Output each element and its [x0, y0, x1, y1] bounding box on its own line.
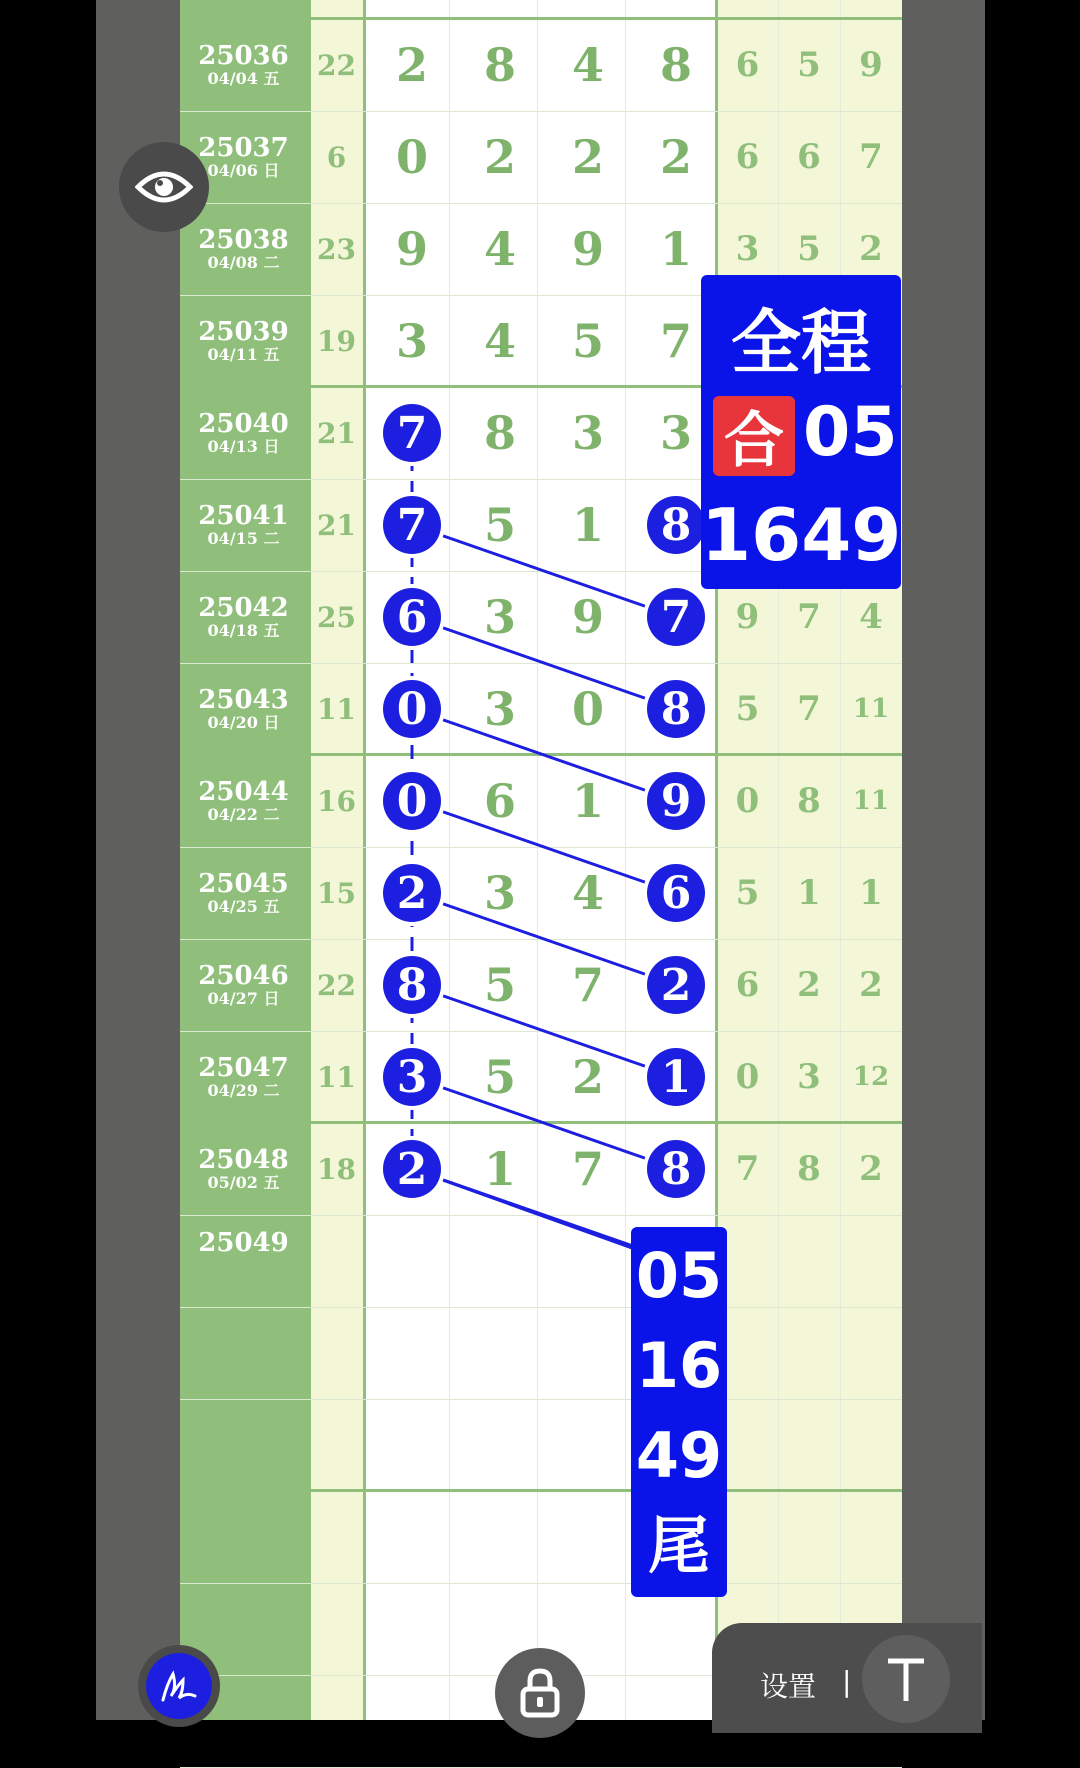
- sum-cell: 11: [317, 692, 356, 726]
- issue-number: 25044: [198, 777, 289, 807]
- stat-cell: 12: [852, 1062, 890, 1092]
- text-tool-icon: [884, 1655, 928, 1703]
- stat-cell: 5: [735, 873, 760, 913]
- issue-number: 25040: [198, 409, 289, 439]
- issue-date: 04/13 日: [207, 437, 280, 456]
- sum-cell: 22: [317, 48, 356, 82]
- issue-date: 04/27 日: [207, 989, 280, 1008]
- digit-cell: 8: [483, 406, 516, 460]
- stat-cell: 5: [797, 229, 821, 269]
- stat-cell: 5: [735, 689, 760, 729]
- digit-cell: 9: [571, 590, 604, 644]
- digit-cell: 4: [483, 314, 516, 368]
- issue-date: 04/15 二: [207, 529, 280, 548]
- stat-cell: 2: [859, 1149, 883, 1189]
- highlight-digit: 1: [647, 1048, 705, 1106]
- highlight-digit: 6: [647, 864, 705, 922]
- digit-cell: 3: [395, 314, 428, 368]
- toolbar-separator: |: [842, 1665, 852, 1698]
- issue-date: 04/06 日: [207, 161, 280, 180]
- highlight-digit: 8: [383, 956, 441, 1014]
- digit-cell: 3: [483, 590, 516, 644]
- stat-cell: 1: [797, 873, 821, 913]
- highlight-ball: [379, 492, 445, 558]
- highlight-digit: 3: [383, 1048, 441, 1106]
- highlight-digit: 2: [383, 864, 441, 922]
- stat-cell: 6: [735, 45, 760, 85]
- highlight-digit: 8: [647, 1140, 705, 1198]
- digit-cell: 3: [483, 682, 516, 736]
- highlight-digit: 0: [383, 772, 441, 830]
- digit-cell: 4: [483, 222, 516, 276]
- highlight-ball: [379, 584, 445, 650]
- digit-cell: 3: [659, 406, 692, 460]
- highlight-digit: 0: [383, 680, 441, 738]
- highlight-ball: [379, 1044, 445, 1110]
- issue-date: 04/08 二: [207, 253, 280, 272]
- stat-cell: 0: [735, 781, 760, 821]
- digit-cell: 2: [483, 130, 516, 184]
- issue-number: 25039: [198, 317, 289, 347]
- issue-date: 04/20 日: [207, 713, 280, 732]
- sum-cell: 18: [317, 1152, 356, 1186]
- digit-cell: 4: [571, 866, 604, 920]
- full-range-badge: [701, 275, 901, 589]
- issue-number: 25043: [198, 685, 289, 715]
- digit-cell: 5: [483, 498, 516, 552]
- digit-cell: 1: [571, 774, 604, 828]
- settings-button[interactable]: 设置: [760, 1670, 817, 1703]
- highlight-ball: [643, 1044, 709, 1110]
- digit-cell: 7: [571, 1142, 604, 1196]
- issue-number: 25046: [198, 961, 289, 991]
- issue-date: 04/29 二: [207, 1081, 280, 1100]
- digit-cell: 2: [395, 38, 428, 92]
- badge-digits: 1649: [701, 493, 902, 577]
- badge-title: 全程: [731, 302, 871, 384]
- stat-cell: 4: [859, 597, 883, 637]
- stat-cell: 11: [852, 694, 890, 724]
- stat-cell: 2: [859, 229, 883, 269]
- highlight-digit: 9: [647, 772, 705, 830]
- issue-date: 05/02 五: [207, 1173, 280, 1192]
- diagonal-link-line: [412, 617, 676, 709]
- stat-cell: 6: [735, 137, 760, 177]
- issue-date: 04/25 五: [207, 897, 280, 916]
- issue-number: 25038: [198, 225, 289, 255]
- digit-cell: 6: [483, 774, 516, 828]
- issue-number: 25036: [198, 41, 289, 71]
- prediction-link-line: [412, 1169, 632, 1248]
- diagonal-link-line: [412, 893, 676, 985]
- issue-number: 25045: [198, 869, 289, 899]
- stat-cell: 11: [852, 786, 890, 816]
- prediction-line-2: 16: [635, 1329, 723, 1402]
- sum-cell: 25: [317, 600, 356, 634]
- digit-cell: 3: [483, 866, 516, 920]
- digit-cell: 2: [659, 130, 692, 184]
- stat-cell: 7: [735, 1149, 760, 1189]
- highlight-ball: [643, 584, 709, 650]
- highlight-ball: [643, 492, 709, 558]
- highlight-ball: [643, 768, 709, 834]
- diagonal-link-line: [412, 985, 676, 1077]
- digit-cell: 9: [395, 222, 428, 276]
- diagonal-link-line: [412, 801, 676, 893]
- stat-cell: 8: [797, 781, 821, 821]
- text-tool-button[interactable]: [862, 1635, 950, 1723]
- highlight-digit: 7: [383, 404, 441, 462]
- prediction-line-1: 05: [635, 1239, 723, 1312]
- stat-cell: 6: [797, 137, 821, 177]
- digit-cell: 1: [571, 498, 604, 552]
- digit-cell: 5: [483, 958, 516, 1012]
- diagonal-link-line: [412, 525, 676, 617]
- diagonal-link-line: [412, 1077, 676, 1169]
- highlight-ball: [643, 1136, 709, 1202]
- he-tag: 合: [713, 396, 795, 476]
- sum-cell: 15: [317, 876, 356, 910]
- stat-cell: 3: [797, 1057, 821, 1097]
- eye-icon: [135, 167, 193, 207]
- highlight-ball: [379, 1136, 445, 1202]
- sum-cell: 11: [317, 1060, 356, 1094]
- highlight-ball: [643, 676, 709, 742]
- stat-cell: 0: [735, 1057, 760, 1097]
- highlight-ball: [379, 952, 445, 1018]
- highlight-digit: 7: [647, 588, 705, 646]
- eye-toggle-button[interactable]: [119, 142, 209, 232]
- highlight-ball: [379, 768, 445, 834]
- diagonal-link-line: [412, 709, 676, 801]
- prediction-badge: [631, 1227, 727, 1597]
- digit-cell: 0: [395, 130, 428, 184]
- digit-cell: 7: [571, 958, 604, 1012]
- issue-date: 04/22 二: [207, 805, 280, 824]
- highlight-ball: [379, 676, 445, 742]
- stat-cell: 3: [735, 229, 760, 269]
- issue-number: 25048: [198, 1145, 289, 1175]
- highlight-digit: 2: [383, 1140, 441, 1198]
- stat-cell: 6: [735, 965, 760, 1005]
- digit-cell: 9: [571, 222, 604, 276]
- digit-cell: 5: [483, 1050, 516, 1104]
- highlight-ball: [643, 860, 709, 926]
- issue-date: 04/04 五: [207, 69, 280, 88]
- digit-cell: 3: [571, 406, 604, 460]
- bottom-toolbar: [712, 1623, 982, 1733]
- lock-icon: [518, 1667, 562, 1719]
- digit-cell: 2: [571, 130, 604, 184]
- stat-cell: 9: [735, 597, 760, 637]
- issue-date: 04/18 五: [207, 621, 280, 640]
- highlight-ball: [379, 860, 445, 926]
- issue-number: 25049: [198, 1228, 289, 1258]
- pen-tool-button[interactable]: [138, 1645, 220, 1727]
- digit-cell: 1: [483, 1142, 516, 1196]
- highlight-digit: 6: [383, 588, 441, 646]
- stat-cell: 7: [859, 137, 883, 177]
- issue-number: 25037: [198, 133, 289, 163]
- sum-cell: 22: [317, 968, 356, 1002]
- stat-cell: 9: [859, 45, 883, 85]
- digit-cell: 0: [571, 682, 604, 736]
- stat-cell: 8: [797, 1149, 821, 1189]
- issue-number: 25042: [198, 593, 289, 623]
- stat-cell: 7: [797, 597, 821, 637]
- highlight-digit: 8: [647, 680, 705, 738]
- sum-cell: 21: [317, 416, 356, 450]
- digit-cell: 4: [571, 38, 604, 92]
- digit-cell: 1: [659, 222, 692, 276]
- prediction-line-3: 49: [635, 1419, 723, 1492]
- stat-cell: 2: [797, 965, 821, 1005]
- issue-number: 25047: [198, 1053, 289, 1083]
- highlight-ball: [379, 400, 445, 466]
- digit-cell: 8: [483, 38, 516, 92]
- prediction-line-4: 尾: [647, 1509, 710, 1582]
- pen-icon: [157, 1666, 201, 1706]
- digit-cell: 7: [659, 314, 692, 368]
- stat-cell: 5: [797, 45, 821, 85]
- highlight-digit: 8: [647, 496, 705, 554]
- badge-number: 05: [803, 393, 898, 472]
- stat-cell: 1: [859, 873, 883, 913]
- issue-number: 25041: [198, 501, 289, 531]
- digit-cell: 8: [659, 38, 692, 92]
- issue-date: 04/11 五: [207, 345, 280, 364]
- highlight-digit: 7: [383, 496, 441, 554]
- stat-cell: 2: [859, 965, 883, 1005]
- sum-cell: 6: [326, 140, 347, 174]
- stat-cell: 7: [797, 689, 821, 729]
- sum-cell: 23: [317, 232, 356, 266]
- sum-cell: 19: [317, 324, 356, 358]
- digit-cell: 5: [571, 314, 604, 368]
- highlight-ball: [643, 952, 709, 1018]
- digit-cell: 2: [571, 1050, 604, 1104]
- sum-cell: 21: [317, 508, 356, 542]
- highlight-digit: 2: [647, 956, 705, 1014]
- sum-cell: 16: [317, 784, 356, 818]
- lock-button[interactable]: [495, 1648, 585, 1738]
